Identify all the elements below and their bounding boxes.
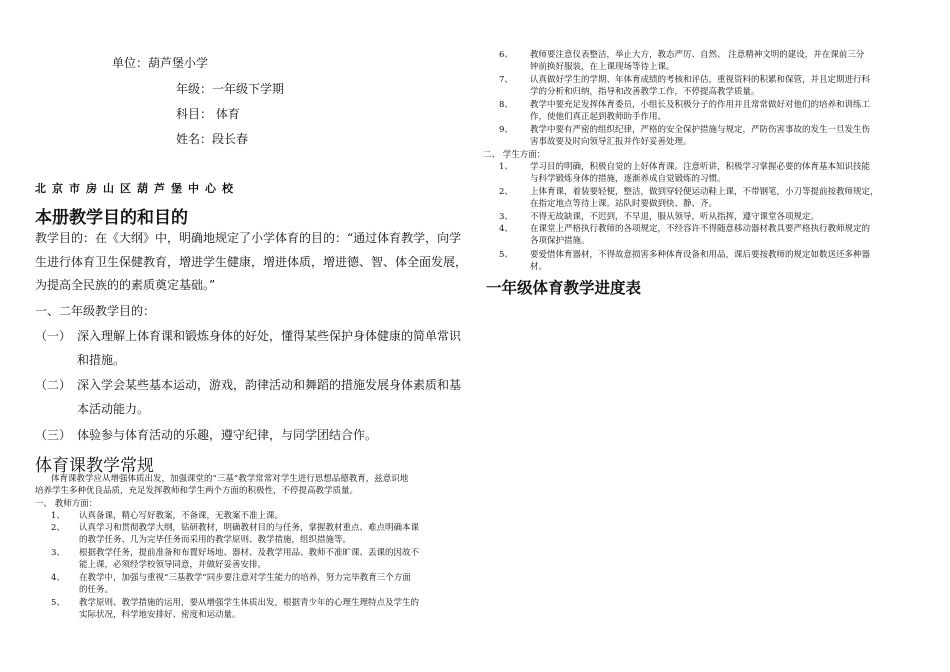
section2-intro [35, 474, 475, 497]
item-line: 的教学任务、几为完毕任务而采用的教学原则、教学措施，组织措施等。 [79, 535, 352, 545]
item-line: 上体育课，着装要轻便，整洁，做到穿轻便运动鞋上课，不带钢笔，小刀等提前按教师规定， [530, 187, 879, 197]
goal-number: （一） [35, 329, 72, 343]
item-number: 5、 [499, 250, 513, 260]
student-items [483, 162, 923, 277]
intro-line: 培养学生多种优良品质，充足发挥教师和学生两个方面的积极性，不停提高教学质量。 [35, 485, 359, 496]
item-line: 认真备课，精心写好教案，不备课，无教案不准上课。 [79, 511, 284, 521]
item-line: 各项保护措施。 [530, 236, 590, 246]
goal-line: 体验参与体育活动的乐趣，遵守纪律，与同学团结合作。 [77, 428, 378, 442]
intro-line: 教学目的：在《大纲》中，明确地规定了小学体育的目的：“通过体育教学，向学 [35, 231, 462, 245]
item-line: 认真学习和贯彻教学大纲，钻研教材，明确教材目的与任务，掌握教材重点、难点明确本课 [79, 523, 420, 533]
item-line: 学的分析和归纳，指导和改善教学工作，不停提高教学质量。 [530, 87, 760, 97]
item-line: 与科学锻炼身体的措施，逐渐养成自觉锻炼的习惯。 [530, 174, 726, 184]
item-line: 在课堂上严格执行教师的各项规定，不经容许不得随意移动器材教具要严格执行教师规定的 [530, 224, 871, 234]
goal-line: 本活动能力。 [77, 402, 150, 416]
teacher-items-left [35, 511, 475, 623]
section2-title: 体育课教学常规 [35, 456, 154, 476]
item-line: 不得无故缺课，不迟到，不早退，服从领导，听从指挥，遵守课堂各项规定。 [530, 212, 820, 222]
grade-label: 年级：一年级下学期 [176, 82, 285, 96]
item-number: 9、 [499, 125, 513, 135]
item-number: 3、 [51, 548, 65, 558]
item-line: 害事故要及时向领导汇报并作好妥善处理。 [530, 137, 692, 147]
item-number: 8、 [499, 100, 513, 110]
section1-intro [35, 227, 475, 298]
item-number: 1、 [51, 511, 65, 521]
item-line: 钟前换好服装，在上课现场等待上课。 [530, 62, 675, 72]
item-number: 4、 [51, 573, 65, 583]
item-number: 3、 [499, 212, 513, 222]
teacher-items-right [483, 50, 923, 150]
item-line: 教学原则、教学措施的运用，要从增强学生体质出发，根据青少年的心理生理特点及学生的 [79, 598, 420, 608]
goal-number: （二） [35, 378, 72, 392]
intro-line: 生进行体育卫生保健教育，增进学生健康，增进体质，增进德、智、体全面发展， [35, 254, 468, 269]
schedule-title: 一年级体育教学进度表 [486, 278, 642, 297]
student-heading: 二、 学生方面： [483, 150, 546, 160]
item-line: 作，使他们真正起到教师助手作用。 [530, 112, 667, 122]
item-line: 能上课，必须经学校领导同意，并做好妥善安排。 [79, 560, 267, 570]
item-line: 要爱惜体育器材，不得故意损害多种体育设备和用品，课后要按教师的规定如数送还多种器 [530, 250, 871, 260]
item-line: 教师要注意仪表整洁，举止大方，教态严厉、自然、 注意精神文明的建设，并在课前三分 [530, 50, 865, 60]
item-line: 教学中要有严密的组织纪律，严格的安全保护措施与规定，严防伤害事故的发生一旦发生伤 [530, 125, 871, 135]
intro-line: 体育课教学应从增强体质出发，加强课堂的“三基”教学常常对学生进行思想品德教育，兹意识地 [51, 474, 409, 484]
item-line: 的任务。 [79, 585, 114, 595]
goal-line: 深入理解上体育课和锻炼身体的好处，懂得某些保护身体健康的简单常识 [77, 329, 462, 343]
subject-label: 科目： 体育 [176, 107, 240, 121]
item-line: 在教学中，加强与重视“三基教学”同步要注意对学生能力的培养，努力完毕教育三个方面 [79, 573, 411, 583]
item-line: 学习目的明确，积极自觉的上好体育课。注意听讲，积极学习掌握必要的体育基本知识技能 [530, 162, 871, 172]
item-line: 材。 [530, 262, 548, 272]
teacher-heading: 一、 教师方面： [35, 499, 98, 509]
item-number: 2、 [499, 187, 513, 197]
grade-goal-heading: 一、二年级教学目的： [35, 304, 156, 318]
item-number: 4、 [499, 224, 513, 234]
item-number: 1、 [499, 162, 513, 172]
goals-list [35, 325, 475, 450]
item-line: 实际状况，科学地安排好、密度和运动量。 [79, 610, 241, 620]
goal-line: 深入学会某些基本运动，游戏，韵律活动和舞蹈的措施发展身体素质和基 [77, 378, 462, 392]
intro-line: 为提高全民族的的素质奠定基础。” [35, 278, 216, 292]
item-number: 6、 [499, 50, 513, 60]
goal-line: 和措施。 [77, 353, 126, 367]
item-number: 7、 [499, 75, 513, 85]
goal-number: （三） [35, 428, 72, 442]
name-label: 姓名：段长春 [176, 132, 249, 146]
item-line: 教学中要充足发挥体育委员，小组长及积极分子的作用并且常常做好对他们的培养和训练工 [530, 100, 871, 110]
item-line: 根据教学任务，提前准备和布置好场地、器材、及教学用品、教师不准旷课、丢课的因故不 [79, 548, 420, 558]
unit-label: 单位：葫芦堡小学 [112, 56, 209, 70]
item-line: 认真做好学生的学期、年体育成绩的考核和评估，重视资料的积累和保管，并且定期进行科 [530, 75, 871, 85]
item-line: 在指定地点等待上课。站队时要做到快、静、齐。 [530, 199, 718, 209]
section1-title: 本册教学目的和目的 [35, 208, 188, 228]
school-name: 北京市房山区葫芦堡中心校 [35, 182, 239, 195]
item-number: 5、 [51, 598, 65, 608]
item-number: 2、 [51, 523, 65, 533]
